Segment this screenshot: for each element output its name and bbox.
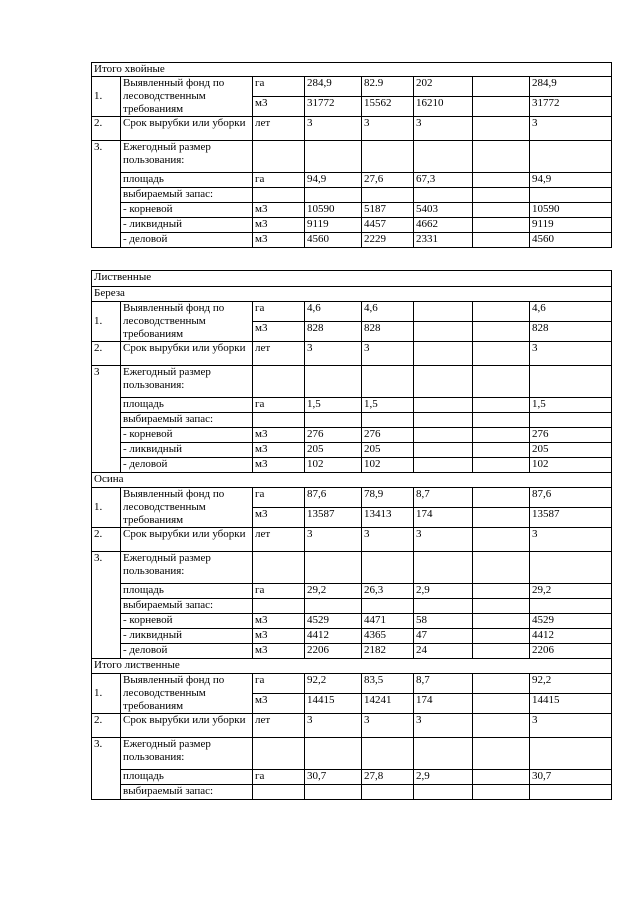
unit-cell [253, 785, 305, 800]
row-label: Выявленный фонд по лесоводственным требованиям [121, 77, 253, 117]
row-label: площадь [121, 398, 253, 413]
unit-cell: лет [253, 528, 305, 552]
value-cell: 3 [530, 528, 612, 552]
value-cell [473, 614, 530, 629]
value-cell [305, 366, 362, 398]
deciduous-table [91, 270, 612, 800]
value-cell: 174 [414, 508, 473, 528]
value-cell: 31772 [305, 97, 362, 117]
table-row [92, 366, 612, 398]
row-label: - деловой [121, 644, 253, 659]
value-cell [473, 218, 530, 233]
value-cell: 29,2 [305, 584, 362, 599]
value-cell: 205 [530, 443, 612, 458]
table-row [92, 413, 612, 428]
value-cell: 2229 [362, 233, 414, 248]
row-number: 1. [92, 488, 121, 528]
value-cell: 16210 [414, 97, 473, 117]
value-cell: 78,9 [362, 488, 414, 508]
table-row [92, 233, 612, 248]
value-cell [305, 785, 362, 800]
table-row [92, 785, 612, 800]
value-cell [414, 141, 473, 173]
value-cell: 3 [530, 714, 612, 738]
value-cell: 8,7 [414, 488, 473, 508]
table-row [92, 770, 612, 785]
row-label: Срок вырубки или уборки [121, 117, 253, 141]
value-cell [362, 738, 414, 770]
value-cell [473, 233, 530, 248]
value-cell [530, 599, 612, 614]
value-cell: 82.9 [362, 77, 414, 97]
value-cell: 4529 [530, 614, 612, 629]
conifer-total-table [91, 62, 612, 248]
row-number: 3 [92, 366, 121, 473]
value-cell: 2206 [305, 644, 362, 659]
value-cell: 2182 [362, 644, 414, 659]
table-row [92, 674, 612, 694]
value-cell: 2331 [414, 233, 473, 248]
value-cell [473, 528, 530, 552]
value-cell: 2206 [530, 644, 612, 659]
value-cell [362, 413, 414, 428]
value-cell: 26,3 [362, 584, 414, 599]
value-cell [414, 398, 473, 413]
row-label: выбираемый запас: [121, 785, 253, 800]
value-cell [473, 770, 530, 785]
table-row [92, 287, 612, 302]
unit-cell: м3 [253, 644, 305, 659]
value-cell [305, 552, 362, 584]
value-cell: 4,6 [530, 302, 612, 322]
value-cell: 102 [362, 458, 414, 473]
value-cell: 13587 [530, 508, 612, 528]
table-row [92, 117, 612, 141]
row-label: - корневой [121, 428, 253, 443]
value-cell [530, 366, 612, 398]
unit-cell: м3 [253, 614, 305, 629]
value-cell: 3 [362, 528, 414, 552]
unit-cell: м3 [253, 508, 305, 528]
value-cell: 58 [414, 614, 473, 629]
row-label: выбираемый запас: [121, 413, 253, 428]
value-cell: 5403 [414, 203, 473, 218]
value-cell [473, 366, 530, 398]
value-cell [414, 428, 473, 443]
value-cell [473, 458, 530, 473]
table-row [92, 584, 612, 599]
table-row [92, 552, 612, 584]
row-number: 2. [92, 117, 121, 141]
row-label: Ежегодный размер пользования: [121, 738, 253, 770]
row-number: 3. [92, 738, 121, 800]
unit-cell: м3 [253, 203, 305, 218]
table-row [92, 443, 612, 458]
value-cell: 5187 [362, 203, 414, 218]
value-cell [362, 188, 414, 203]
unit-cell: га [253, 674, 305, 694]
table-row [92, 644, 612, 659]
value-cell: 9119 [530, 218, 612, 233]
value-cell [305, 188, 362, 203]
value-cell: 3 [414, 117, 473, 141]
row-label: - корневой [121, 614, 253, 629]
value-cell: 2,9 [414, 770, 473, 785]
value-cell: 29,2 [530, 584, 612, 599]
unit-cell: м3 [253, 233, 305, 248]
value-cell: 14241 [362, 694, 414, 714]
value-cell [414, 599, 473, 614]
row-number: 2. [92, 342, 121, 366]
value-cell [414, 302, 473, 322]
unit-cell [253, 599, 305, 614]
unit-cell: м3 [253, 458, 305, 473]
row-number: 3. [92, 552, 121, 659]
value-cell [473, 97, 530, 117]
section-header: Осина [92, 473, 612, 488]
row-label: площадь [121, 173, 253, 188]
row-label: Срок вырубки или уборки [121, 528, 253, 552]
table-row [92, 173, 612, 188]
value-cell [473, 302, 530, 322]
value-cell [473, 428, 530, 443]
value-cell [473, 322, 530, 342]
value-cell: 284,9 [530, 77, 612, 97]
value-cell [473, 714, 530, 738]
table-row [92, 458, 612, 473]
unit-cell: лет [253, 117, 305, 141]
value-cell [530, 552, 612, 584]
value-cell [414, 188, 473, 203]
value-cell [414, 342, 473, 366]
value-cell [473, 694, 530, 714]
value-cell: 828 [530, 322, 612, 342]
value-cell: 102 [530, 458, 612, 473]
unit-cell: га [253, 584, 305, 599]
value-cell: 4471 [362, 614, 414, 629]
value-cell: 67,3 [414, 173, 473, 188]
row-label: - деловой [121, 233, 253, 248]
value-cell: 15562 [362, 97, 414, 117]
value-cell [362, 552, 414, 584]
unit-cell: м3 [253, 322, 305, 342]
value-cell: 27,8 [362, 770, 414, 785]
unit-cell [253, 413, 305, 428]
unit-cell: м3 [253, 428, 305, 443]
unit-cell [253, 552, 305, 584]
value-cell: 47 [414, 629, 473, 644]
value-cell: 92,2 [530, 674, 612, 694]
unit-cell: га [253, 173, 305, 188]
value-cell: 24 [414, 644, 473, 659]
table-row [92, 528, 612, 552]
value-cell: 4412 [530, 629, 612, 644]
row-label: площадь [121, 770, 253, 785]
value-cell: 3 [362, 342, 414, 366]
value-cell: 94,9 [305, 173, 362, 188]
value-cell [362, 785, 414, 800]
table-row [92, 614, 612, 629]
value-cell [473, 629, 530, 644]
value-cell [530, 188, 612, 203]
table-row [92, 218, 612, 233]
row-number: 3. [92, 141, 121, 248]
unit-cell [253, 141, 305, 173]
unit-cell: га [253, 398, 305, 413]
value-cell: 3 [305, 528, 362, 552]
value-cell [473, 398, 530, 413]
unit-cell: лет [253, 342, 305, 366]
section-header: Итого лиственные [92, 659, 612, 674]
unit-cell: лет [253, 714, 305, 738]
value-cell [530, 141, 612, 173]
value-cell: 4560 [530, 233, 612, 248]
table-row [92, 473, 612, 488]
unit-cell: м3 [253, 218, 305, 233]
row-number: 2. [92, 528, 121, 552]
value-cell [414, 738, 473, 770]
value-cell: 276 [362, 428, 414, 443]
unit-cell: м3 [253, 694, 305, 714]
value-cell: 31772 [530, 97, 612, 117]
row-label: Срок вырубки или уборки [121, 342, 253, 366]
value-cell [305, 413, 362, 428]
value-cell: 83,5 [362, 674, 414, 694]
value-cell [473, 117, 530, 141]
table-row [92, 738, 612, 770]
value-cell [473, 203, 530, 218]
value-cell: 828 [362, 322, 414, 342]
value-cell [473, 552, 530, 584]
value-cell: 30,7 [530, 770, 612, 785]
value-cell [473, 141, 530, 173]
unit-cell: м3 [253, 443, 305, 458]
value-cell [305, 738, 362, 770]
table-row [92, 302, 612, 322]
value-cell: 276 [530, 428, 612, 443]
value-cell: 4,6 [305, 302, 362, 322]
value-cell [473, 77, 530, 97]
value-cell [414, 413, 473, 428]
row-label: Срок вырубки или уборки [121, 714, 253, 738]
table-row [92, 599, 612, 614]
value-cell [362, 366, 414, 398]
table-row [92, 398, 612, 413]
unit-cell [253, 738, 305, 770]
value-cell [414, 322, 473, 342]
value-cell: 205 [305, 443, 362, 458]
section-header: Итого хвойные [92, 63, 612, 77]
value-cell [414, 458, 473, 473]
row-number: 1. [92, 302, 121, 342]
value-cell: 2,9 [414, 584, 473, 599]
value-cell [473, 738, 530, 770]
value-cell: 13413 [362, 508, 414, 528]
value-cell: 3 [530, 117, 612, 141]
value-cell [414, 785, 473, 800]
row-label: - ликвидный [121, 629, 253, 644]
value-cell: 3 [362, 714, 414, 738]
unit-cell: м3 [253, 629, 305, 644]
value-cell [362, 599, 414, 614]
row-label: - корневой [121, 203, 253, 218]
unit-cell: га [253, 77, 305, 97]
value-cell: 13587 [305, 508, 362, 528]
value-cell: 1,5 [362, 398, 414, 413]
unit-cell: га [253, 488, 305, 508]
value-cell [473, 413, 530, 428]
value-cell: 174 [414, 694, 473, 714]
value-cell: 4412 [305, 629, 362, 644]
value-cell: 8,7 [414, 674, 473, 694]
value-cell: 4365 [362, 629, 414, 644]
value-cell [473, 342, 530, 366]
value-cell: 4662 [414, 218, 473, 233]
value-cell [473, 508, 530, 528]
value-cell: 87,6 [305, 488, 362, 508]
table-row [92, 188, 612, 203]
value-cell: 10590 [530, 203, 612, 218]
row-label: - ликвидный [121, 218, 253, 233]
value-cell: 4457 [362, 218, 414, 233]
row-label: - ликвидный [121, 443, 253, 458]
value-cell: 3 [414, 714, 473, 738]
value-cell [473, 443, 530, 458]
value-cell: 30,7 [305, 770, 362, 785]
table-row [92, 342, 612, 366]
row-number: 1. [92, 77, 121, 117]
value-cell: 276 [305, 428, 362, 443]
value-cell: 284,9 [305, 77, 362, 97]
value-cell: 1,5 [305, 398, 362, 413]
table-row [92, 629, 612, 644]
value-cell [414, 443, 473, 458]
table-row [92, 428, 612, 443]
value-cell: 3 [305, 714, 362, 738]
table-row [92, 77, 612, 97]
value-cell: 205 [362, 443, 414, 458]
value-cell: 828 [305, 322, 362, 342]
row-label: Ежегодный размер пользования: [121, 366, 253, 398]
table-row [92, 271, 612, 287]
value-cell [473, 584, 530, 599]
value-cell [473, 188, 530, 203]
row-label: выбираемый запас: [121, 599, 253, 614]
value-cell [473, 674, 530, 694]
row-label: Выявленный фонд по лесоводственным требованиям [121, 488, 253, 528]
table-row [92, 659, 612, 674]
value-cell [473, 785, 530, 800]
row-label: Выявленный фонд по лесоводственным требованиям [121, 302, 253, 342]
value-cell [530, 738, 612, 770]
value-cell [414, 366, 473, 398]
value-cell: 3 [305, 342, 362, 366]
value-cell: 94,9 [530, 173, 612, 188]
table-row [92, 63, 612, 77]
value-cell: 3 [305, 117, 362, 141]
row-label: Ежегодный размер пользования: [121, 141, 253, 173]
unit-cell [253, 366, 305, 398]
table-row [92, 714, 612, 738]
value-cell: 3 [362, 117, 414, 141]
row-label: выбираемый запас: [121, 188, 253, 203]
value-cell: 9119 [305, 218, 362, 233]
row-number: 2. [92, 714, 121, 738]
value-cell: 4529 [305, 614, 362, 629]
row-number: 1. [92, 674, 121, 714]
row-label: Ежегодный размер пользования: [121, 552, 253, 584]
value-cell: 27,6 [362, 173, 414, 188]
value-cell [414, 552, 473, 584]
unit-cell [253, 188, 305, 203]
section-header: Лиственные [92, 271, 612, 287]
table-row [92, 488, 612, 508]
value-cell [362, 141, 414, 173]
value-cell: 87,6 [530, 488, 612, 508]
value-cell: 4,6 [362, 302, 414, 322]
value-cell [530, 785, 612, 800]
value-cell [305, 141, 362, 173]
value-cell [473, 599, 530, 614]
value-cell: 10590 [305, 203, 362, 218]
value-cell: 3 [414, 528, 473, 552]
value-cell: 14415 [530, 694, 612, 714]
table-row [92, 141, 612, 173]
unit-cell: га [253, 770, 305, 785]
value-cell [530, 413, 612, 428]
unit-cell: га [253, 302, 305, 322]
value-cell: 3 [530, 342, 612, 366]
unit-cell: м3 [253, 97, 305, 117]
value-cell: 4560 [305, 233, 362, 248]
value-cell [473, 644, 530, 659]
row-label: Выявленный фонд по лесоводственным требованиям [121, 674, 253, 714]
row-label: - деловой [121, 458, 253, 473]
section-header: Береза [92, 287, 612, 302]
value-cell: 92,2 [305, 674, 362, 694]
value-cell: 14415 [305, 694, 362, 714]
value-cell: 102 [305, 458, 362, 473]
value-cell [473, 173, 530, 188]
value-cell [473, 488, 530, 508]
table-row [92, 203, 612, 218]
row-label: площадь [121, 584, 253, 599]
value-cell [305, 599, 362, 614]
value-cell: 1,5 [530, 398, 612, 413]
value-cell: 202 [414, 77, 473, 97]
